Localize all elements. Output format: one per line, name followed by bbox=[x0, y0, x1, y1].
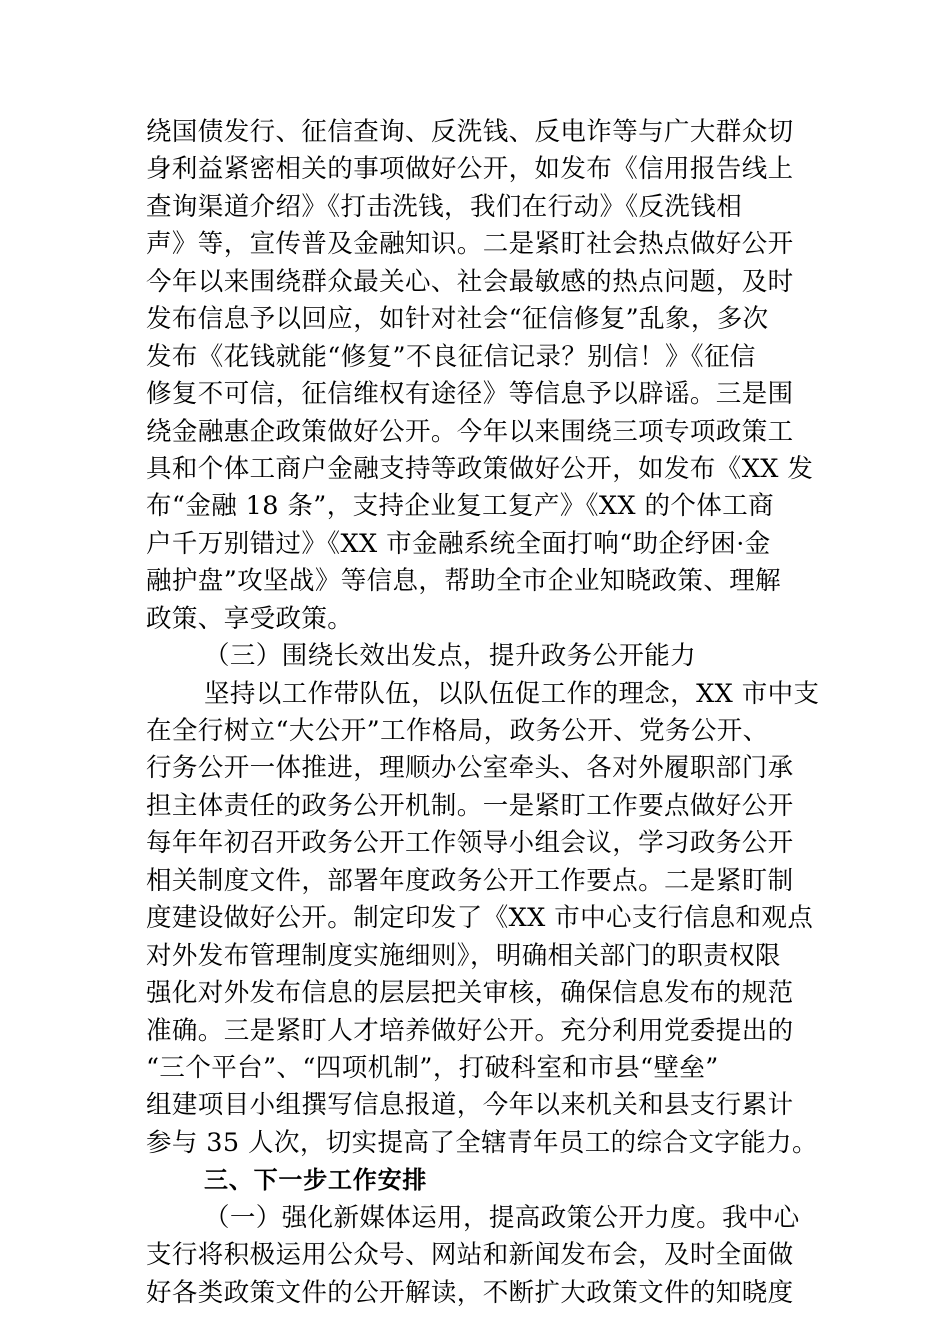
body-line: 在全行树立“大公开”工作格局，政务公开、党务公开、 bbox=[146, 716, 769, 746]
body-line: 政策、享受政策。 bbox=[146, 603, 354, 634]
body-line: 具和个体工商户金融支持等政策做好公开，如发布《XX 发 bbox=[146, 453, 814, 484]
body-line: 身利益紧密相关的事项做好公开，如发布《信用报告线上 bbox=[146, 154, 794, 185]
paragraph-first-line: 坚持以工作带队伍，以队伍促工作的理念，XX 市中支 bbox=[204, 678, 820, 709]
body-line: 行务公开一体推进，理顺办公室牵头、各对外履职部门承 bbox=[146, 753, 794, 784]
body-line: 度建设做好公开。制定印发了《XX 市中心支行信息和观点 bbox=[146, 903, 814, 934]
body-line: 声》等，宣传普及金融知识。二是紧盯社会热点做好公开 bbox=[146, 229, 794, 260]
body-line: 查询渠道介绍》《打击洗钱，我们在行动》《反洗钱相 bbox=[146, 191, 743, 222]
paragraph-first-line: （一）强化新媒体运用，提高政策公开力度。我中心 bbox=[204, 1202, 800, 1233]
body-line: 相关制度文件，部署年度政务公开工作要点。二是紧盯制 bbox=[146, 865, 794, 896]
body-line: 户千万别错过》《XX 市金融系统全面打响“助企纾困·金 bbox=[146, 528, 771, 559]
body-line: 强化对外发布信息的层层把关审核，确保信息发布的规范 bbox=[146, 978, 794, 1009]
body-line: 支行将积极运用公众号、网站和新闻发布会，及时全面做 bbox=[146, 1240, 794, 1271]
body-line: 参与 35 人次，切实提高了全辖青年员工的综合文字能力。 bbox=[146, 1127, 818, 1158]
body-line: 绕金融惠企政策做好公开。今年以来围绕三项专项政策工 bbox=[146, 416, 794, 447]
body-line: 担主体责任的政务公开机制。一是紧盯工作要点做好公开 bbox=[146, 790, 794, 821]
document-page bbox=[146, 114, 820, 1312]
body-line: 好各类政策文件的公开解读，不断扩大政策文件的知晓度 bbox=[146, 1277, 794, 1308]
body-line: 修复不可信，征信维权有途径》等信息予以辟谣。三是围 bbox=[146, 379, 794, 410]
body-line: “三个平台”、“四项机制”，打破科室和市县“壁垒” bbox=[146, 1052, 719, 1083]
body-line: 今年以来围绕群众最关心、社会最敏感的热点问题，及时 bbox=[146, 266, 794, 297]
body-line: 绕国债发行、征信查询、反洗钱、反电诈等与广大群众切 bbox=[146, 117, 794, 147]
body-line: 组建项目小组撰写信息报道，今年以来机关和县支行累计 bbox=[146, 1090, 794, 1121]
body-line: 发布《花钱就能“修复”不良征信记录？别信！》《征信 bbox=[146, 341, 756, 372]
chapter-heading: 三、下一步工作安排 bbox=[204, 1166, 428, 1195]
body-line: 发布信息予以回应，如针对社会“征信修复”乱象，多次 bbox=[146, 304, 769, 335]
body-line: 每年年初召开政务公开工作领导小组会议，学习政务公开 bbox=[146, 828, 794, 859]
body-line: 布“金融 18 条”，支持企业复工复产》《XX 的个体工商 bbox=[146, 491, 774, 522]
body-line: 准确。三是紧盯人才培养做好公开。充分利用党委提出的 bbox=[146, 1015, 794, 1046]
body-line: 融护盘”攻坚战》等信息，帮助全市企业知晓政策、理解 bbox=[146, 566, 782, 597]
section-heading: （三）围绕长效出发点，提升政务公开能力 bbox=[204, 641, 697, 672]
body-line: 对外发布管理制度实施细则》，明确相关部门的职责权限 bbox=[146, 940, 781, 971]
